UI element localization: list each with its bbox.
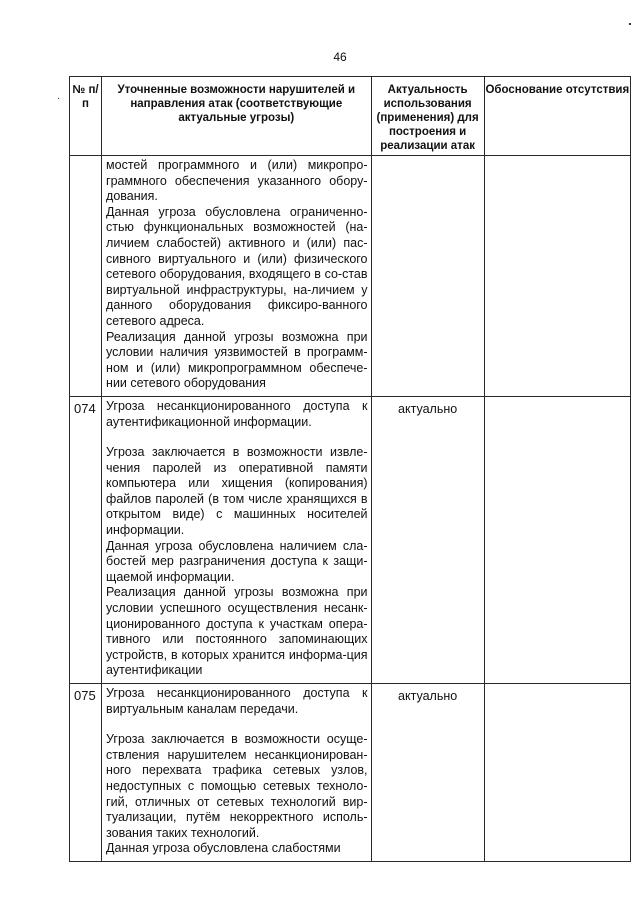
threat-title: Угроза несанкционированного доступа к виртуальным каналам передачи.: [106, 686, 368, 716]
description-paragraph: Данная угроза обусловлена ограниченно-стью функциональных возможностей (на-личием слабостей) активного и (или) пас-сивного виртуального и (или) физического сетевого оборудования, входящего в со-став виртуальной инфраструктуры, на-личием у данного оборудования фиксиро-ванного сетевого адреса.: [106, 204, 368, 328]
table-header-row: [70, 77, 631, 156]
description-paragraph: Данная угроза обусловлена слабостями: [106, 841, 341, 856]
header-num: № п/п: [70, 77, 102, 156]
table-row: [70, 396, 631, 683]
header-description: Уточненные возможности нарушителей и направления атак (соответствующие актуальные угрозы): [102, 77, 371, 156]
description-paragraph: Данная угроза обусловлена наличием сла-бостей мер разграничения доступа к защи-щаемой информации.: [106, 538, 368, 584]
row-number: [70, 156, 102, 397]
description-paragraph: Угроза заключается в возможности осуще-ствления нарушителем несанкционирован-ного перехвата трафика сетевых узлов, недоступных с помощью сетевых техноло-гий, отличных от сетевых технологий вир-туализации, путём некорректного исполь-зования таких технологий.: [106, 732, 368, 840]
description-paragraph: мостей программного и (или) микропро-граммного обеспечения указанного обору-дования.: [106, 158, 368, 204]
row-actuality: актуально: [371, 684, 484, 862]
row-actuality: актуально: [371, 396, 484, 683]
margin-mark: ·: [57, 93, 61, 104]
threats-table: [69, 76, 631, 862]
row-actuality: [371, 156, 484, 397]
threat-title: Угроза несанкционированного доступа к аутентификационной информации.: [106, 398, 368, 429]
description-paragraph: Реализация данной угрозы возможна при условии успешного осуществления несанк-ционированного доступа к участкам опера-тивного или постоянного запоминающих устройств, в которых хранится информа-ция аутентификации: [106, 585, 368, 678]
row-description: [102, 156, 371, 397]
table-row: [70, 684, 631, 862]
header-justification: Обоснование отсутствия: [484, 77, 630, 156]
description-paragraph: Угроза заключается в возможности извле-чения паролей из оперативной памяти компьютера или хищения (копирования) файлов паролей (в том числе хранящихся в открытом виде) с машинных носителей информации.: [106, 445, 368, 538]
row-justification: [484, 684, 630, 862]
description-paragraph: Реализация данной угрозы возможна при условии наличия уязвимостей в программ-ном и (или) микропрограммном обеспече-нии сетевого оборудования: [106, 329, 368, 391]
row-description: [102, 396, 371, 683]
header-actuality: Актуальность использования (применения) для построения и реализации атак: [371, 77, 484, 156]
row-justification: [484, 156, 630, 397]
row-number: 074: [70, 396, 102, 683]
row-justification: [484, 396, 630, 683]
row-number: 075: [70, 684, 102, 862]
table-row: [70, 156, 631, 397]
row-description: [102, 684, 371, 862]
scan-speck: [629, 23, 631, 25]
page-number: 46: [333, 50, 347, 64]
